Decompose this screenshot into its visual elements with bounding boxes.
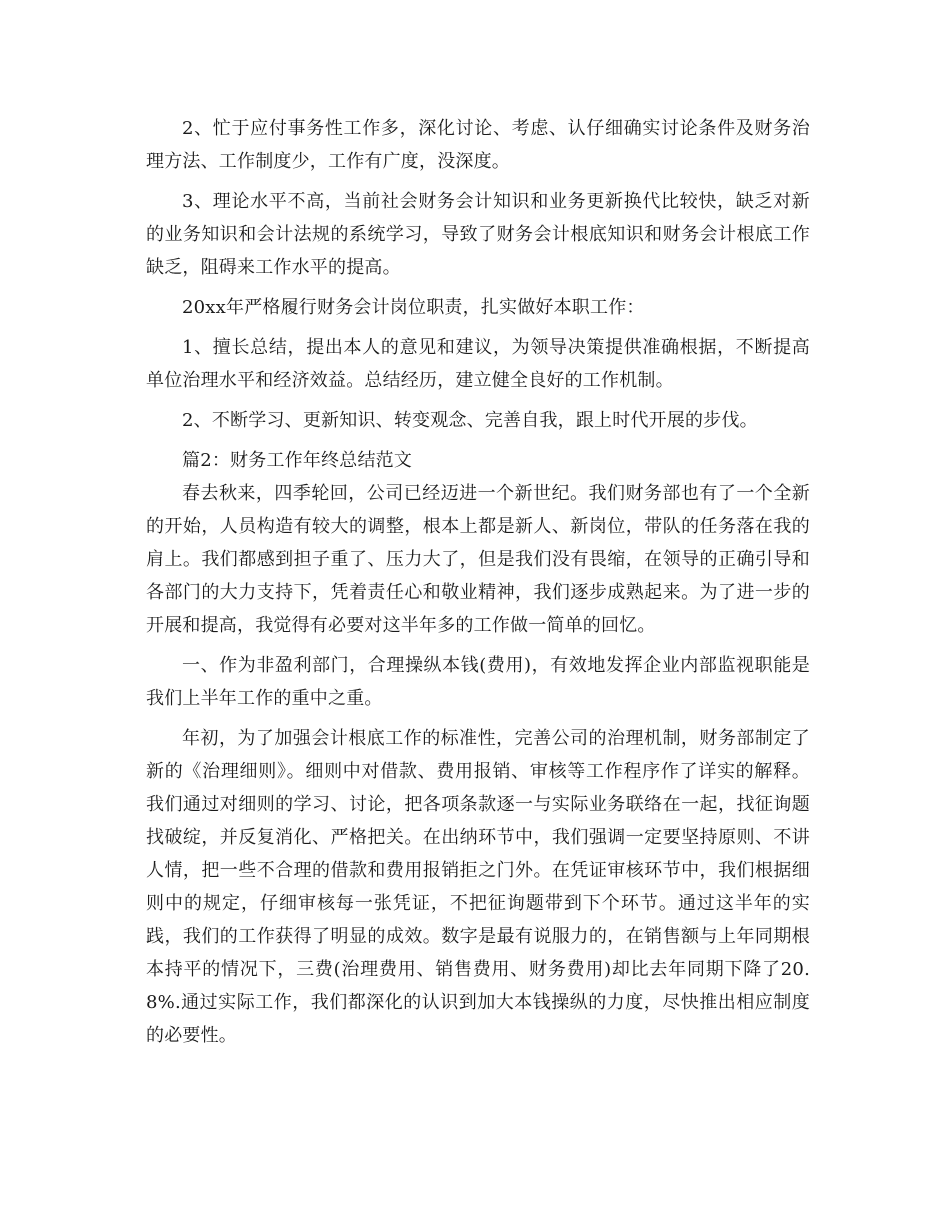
paragraph-8: 年初，为了加强会计根底工作的标准性，完善公司的治理机制，财务部制定了新的《治理细则》。细则中对借款、费用报销、审核等工作程序作了详实的解释。我们通过对细则的学习、讨论，把各项条款逐一与实际业务联络在一起，找征询题找破绽，并反复消化、严格把关。在出纳环节中，我们强调一定要坚持原则、不讲人情，把一些不合理的借款和费用报销拒之门外。在凭证审核环节中，我们根据细则中的规定，仔细审核每一张凭证，不把征询题带到下个环节。通过这半年的实践，我们的工作获得了明显的成效。数字是最有说服力的，在销售额与上年同期根本持平的情况下，三费(治理费用、销售费用、财务费用)却比去年同期下降了20.8%.通过实际工作，我们都深化的认识到加大本钱操纵的力度，尽快推出相应制度的必要性。 bbox=[146, 728, 810, 1046]
paragraph-1: 2、忙于应付事务性工作多，深化讨论、考虑、认仔细确实讨论条件及财务治理方法、工作制度少，工作有广度，没深度。 bbox=[146, 118, 810, 172]
paragraph-6: 春去秋来，四季轮回，公司已经迈进一个新世纪。我们财务部也有了一个全新的开始，人员构造有较大的调整，根本上都是新人、新岗位，带队的任务落在我的肩上。我们都感到担子重了、压力大了，但是我们没有畏缩，在领导的正确引导和各部门的大力支持下，凭着责任心和敬业精神，我们逐步成熟起来。为了进一步的开展和提高，我觉得有必要对这半年多的工作做一简单的回忆。 bbox=[146, 483, 810, 636]
paragraph-3: 20xx年严格履行财务会计岗位职责，扎实做好本职工作： bbox=[182, 297, 645, 318]
section-heading: 篇2：财务工作年终总结范文 bbox=[182, 450, 413, 471]
paragraph-2: 3、理论水平不高，当前社会财务会计知识和业务更新换代比较快，缺乏对新的业务知识和会计法规的系统学习，导致了财务会计根底知识和财务会计根底工作缺乏，阻碍来工作水平的提高。 bbox=[146, 191, 810, 278]
document-page bbox=[146, 112, 810, 1052]
paragraph-7: 一、作为非盈利部门，合理操纵本钱(费用)，有效地发挥企业内部监视职能是我们上半年工作的重中之重。 bbox=[146, 655, 810, 709]
paragraph-5: 2、不断学习、更新知识、转变观念、完善自我，跟上时代开展的步伐。 bbox=[182, 410, 758, 431]
paragraph-4: 1、擅长总结，提出本人的意见和建议，为领导决策提供准确根据，不断提高单位治理水平和经济效益。总结经历，建立健全良好的工作机制。 bbox=[146, 337, 810, 391]
